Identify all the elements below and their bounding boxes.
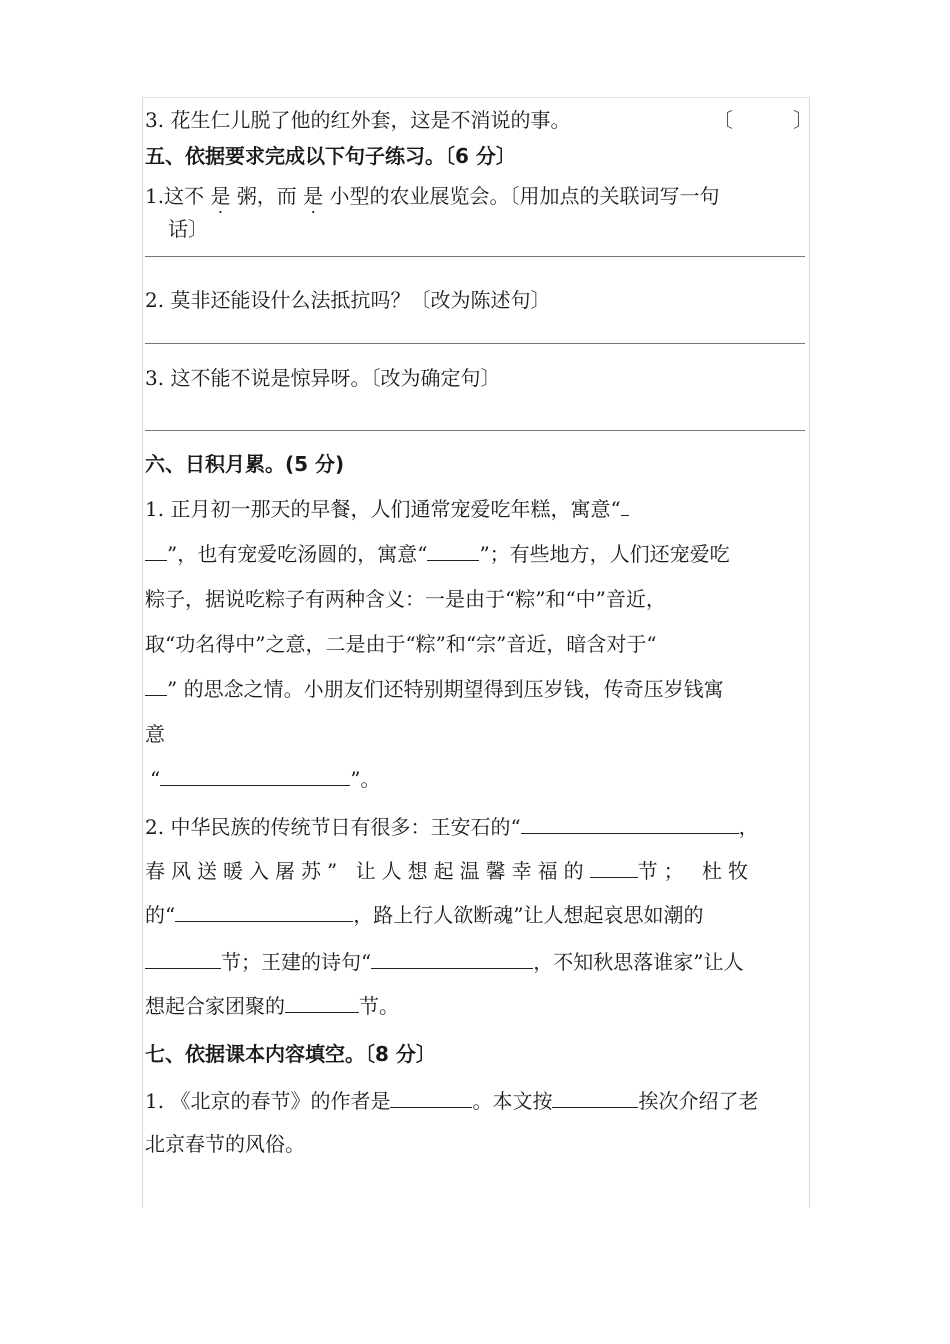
blank-1[interactable]	[621, 495, 629, 516]
answer-bracket[interactable]: 〔 〕	[713, 108, 813, 132]
blank-6[interactable]	[590, 857, 638, 878]
sec7-q1-line1: 1. 《北京的春节》的作者是 。本文按 挨次介绍了老	[145, 1089, 759, 1113]
sec5-q3: 3. 这不能不说是惊异呀。〔改为确定句〕	[145, 366, 501, 390]
sec5-q1: 1.这不 是 粥，而 是 小型的农业展览会。〔用加点的关联词写一句	[145, 184, 720, 208]
blank-1-cont[interactable]	[145, 540, 167, 561]
sec6-q2-line2: 春风送暖入屠苏” 让人想起温馨幸福的 节； 杜牧	[145, 859, 754, 883]
section6-heading: 六、日积月累。(5 分)	[145, 452, 345, 476]
section7-heading: 七、依据课本内容填空。〔8 分〕	[145, 1042, 436, 1066]
sec6-q2-line5: 想起合家团聚的 节。	[145, 994, 399, 1018]
sec5-q1-cont: 话〕	[168, 217, 208, 241]
sec6-q1-line5: ” 的思念之情。小朋友们还特别期望得到压岁钱，传奇压岁钱寓	[145, 675, 724, 703]
blank-10[interactable]	[285, 992, 359, 1013]
sec6-q1-line4: 取“功名得中”之意，二是由于“粽”和“宗”音近，暗含对于“	[145, 632, 657, 656]
dotted-word: 是	[210, 184, 231, 208]
sec6-q2-line1: 2. 中华民族的传统节日有很多：王安石的“ ，	[145, 815, 759, 839]
sec5-q2: 2. 莫非还能设什么法抵抗吗？〔改为陈述句〕	[145, 288, 551, 312]
dotted-word: 是	[303, 184, 324, 208]
blank-2[interactable]	[427, 540, 479, 561]
answer-line-1[interactable]	[145, 256, 805, 257]
blank-7[interactable]	[175, 901, 353, 922]
answer-line-3[interactable]	[145, 430, 805, 431]
blank-5[interactable]	[521, 813, 739, 834]
blank-4[interactable]	[160, 765, 350, 786]
sec4-item3-text: 3. 花生仁儿脱了他的红外套，这是不消说的事。	[145, 108, 571, 132]
sec6-q1-line6: 意	[145, 722, 165, 746]
sec6-q1-line2: ”，也有宠爱吃汤圆的，寓意“ ”；有些地方，人们还宠爱吃	[145, 540, 730, 568]
blank-3[interactable]	[145, 675, 167, 696]
sec6-q1-line3: 粽子，据说吃粽子有两种含义：一是由于“粽”和“中”音近，	[145, 587, 666, 611]
sec7-q1-line2: 北京春节的风俗。	[145, 1132, 305, 1156]
blank-9[interactable]	[371, 948, 533, 969]
answer-line-2[interactable]	[145, 343, 805, 344]
sec6-q1-line7: “ ”。	[150, 767, 381, 791]
blank-11[interactable]	[390, 1087, 472, 1108]
blank-12[interactable]	[552, 1087, 638, 1108]
sec6-q2-line4: 节；王建的诗句“ ，不知秋思落谁家”让人	[145, 948, 743, 976]
sec6-q1-line1: 1. 正月初一那天的早餐，人们通常宠爱吃年糕，寓意“	[145, 495, 629, 523]
blank-8[interactable]	[145, 948, 221, 969]
sec6-q2-line3: 的“ ，路上行人欲断魂”让人想起哀思如潮的	[145, 903, 704, 927]
sec4-item3	[145, 106, 570, 134]
section5-heading: 五、依据要求完成以下句子练习。〔6 分〕	[145, 144, 516, 168]
